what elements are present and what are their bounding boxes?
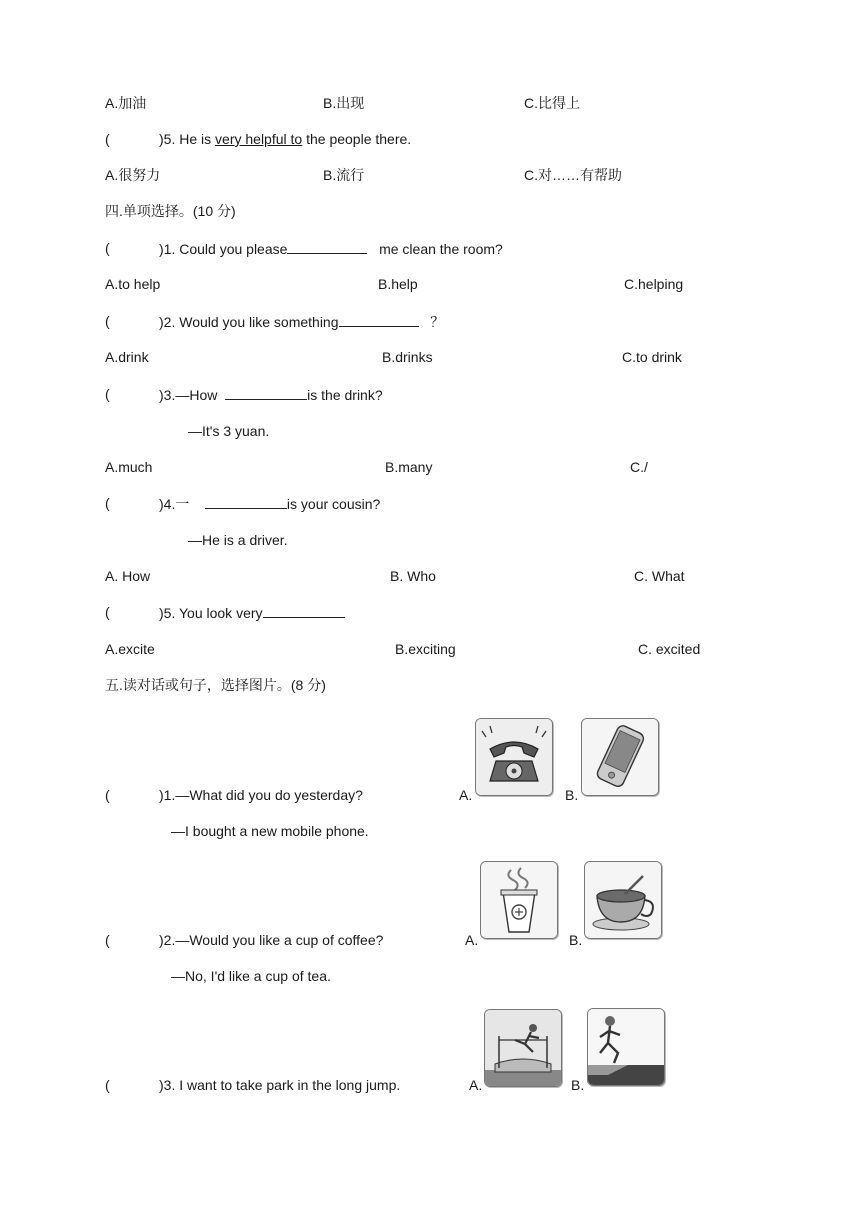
telephone-icon xyxy=(476,719,552,795)
fill-blank xyxy=(205,494,287,509)
tea-cup-icon xyxy=(585,862,661,938)
question-text: )1.—What did you do yesterday? xyxy=(159,787,363,803)
option-c: C.to drink xyxy=(622,349,682,365)
option-c: C. excited xyxy=(638,641,701,657)
dialogue-answer: —He is a driver. xyxy=(188,532,288,548)
option-b: B.exciting xyxy=(395,641,456,657)
option-a: A.much xyxy=(105,459,153,475)
fill-blank xyxy=(339,312,419,327)
question-text: )5. He is very helpful to the people there. xyxy=(159,131,412,147)
question-text: )3. I want to take park in the long jump. xyxy=(159,1077,401,1093)
question-text: )5. You look very xyxy=(159,603,345,622)
option-a: A.excite xyxy=(105,641,155,657)
section-heading: 四.单项选择。(10 分) xyxy=(105,203,236,219)
long-jump-icon xyxy=(588,1009,664,1085)
option-c: C.比得上 xyxy=(524,95,580,111)
question-text: )4.一 is your cousin? xyxy=(159,496,381,512)
option-b: B.help xyxy=(378,276,418,292)
tea-cup-picture xyxy=(584,861,662,939)
option-a: A.很努力 xyxy=(105,167,161,183)
option-c: C.对……有帮助 xyxy=(524,167,622,183)
option-c: C. What xyxy=(634,568,685,584)
fill-blank xyxy=(225,385,307,400)
answer-paren: ( xyxy=(105,932,110,948)
old-telephone-picture xyxy=(475,718,553,796)
coffee-cup-picture xyxy=(480,861,558,939)
option-b: B.many xyxy=(385,459,433,475)
underlined-phrase: very helpful to xyxy=(215,131,303,147)
option-b: B. xyxy=(565,787,579,803)
high-jump-icon xyxy=(485,1010,561,1086)
option-c: C./ xyxy=(630,459,648,475)
question-text: )1. Could you please me clean the room? xyxy=(159,241,503,257)
option-b: B. xyxy=(569,932,583,948)
section-heading: 五.读对话或句子，选择图片。(8 分) xyxy=(105,677,326,693)
long-jump-picture xyxy=(587,1008,665,1086)
question-text: )2.—Would you like a cup of coffee? xyxy=(159,932,384,948)
option-a: A.to help xyxy=(105,276,161,292)
option-a: A. xyxy=(459,787,473,803)
coffee-cup-icon xyxy=(481,862,557,938)
fill-blank xyxy=(263,603,345,618)
high-jump-picture xyxy=(484,1009,562,1087)
option-b: B. Who xyxy=(390,568,436,584)
option-c: C.helping xyxy=(624,276,684,292)
dialogue-answer: —It's 3 yuan. xyxy=(188,423,270,439)
mobile-phone-picture xyxy=(581,718,659,796)
dialogue-answer: —No, I'd like a cup of tea. xyxy=(171,968,331,984)
option-b: B.流行 xyxy=(323,167,365,183)
option-a: A. How xyxy=(105,568,151,584)
answer-paren: ( xyxy=(105,386,110,402)
answer-paren: ( xyxy=(105,131,110,147)
option-b: B.出现 xyxy=(323,95,365,111)
question-text: )3.—How is the drink? xyxy=(159,387,383,403)
answer-paren: ( xyxy=(105,1077,110,1093)
fill-blank xyxy=(287,239,367,254)
answer-paren: ( xyxy=(105,240,110,256)
answer-paren: ( xyxy=(105,313,110,329)
option-a: A.drink xyxy=(105,349,149,365)
answer-paren: ( xyxy=(105,495,110,511)
option-a: A. xyxy=(469,1077,483,1093)
dialogue-answer: —I bought a new mobile phone. xyxy=(171,823,369,839)
option-a: A. xyxy=(465,932,479,948)
answer-paren: ( xyxy=(105,604,110,620)
option-a: A.加油 xyxy=(105,95,147,111)
option-b: B. xyxy=(571,1077,585,1093)
question-text: )2. Would you like something ？ xyxy=(159,314,445,330)
answer-paren: ( xyxy=(105,787,110,803)
mobile-phone-icon xyxy=(582,719,658,795)
option-b: B.drinks xyxy=(382,349,433,365)
